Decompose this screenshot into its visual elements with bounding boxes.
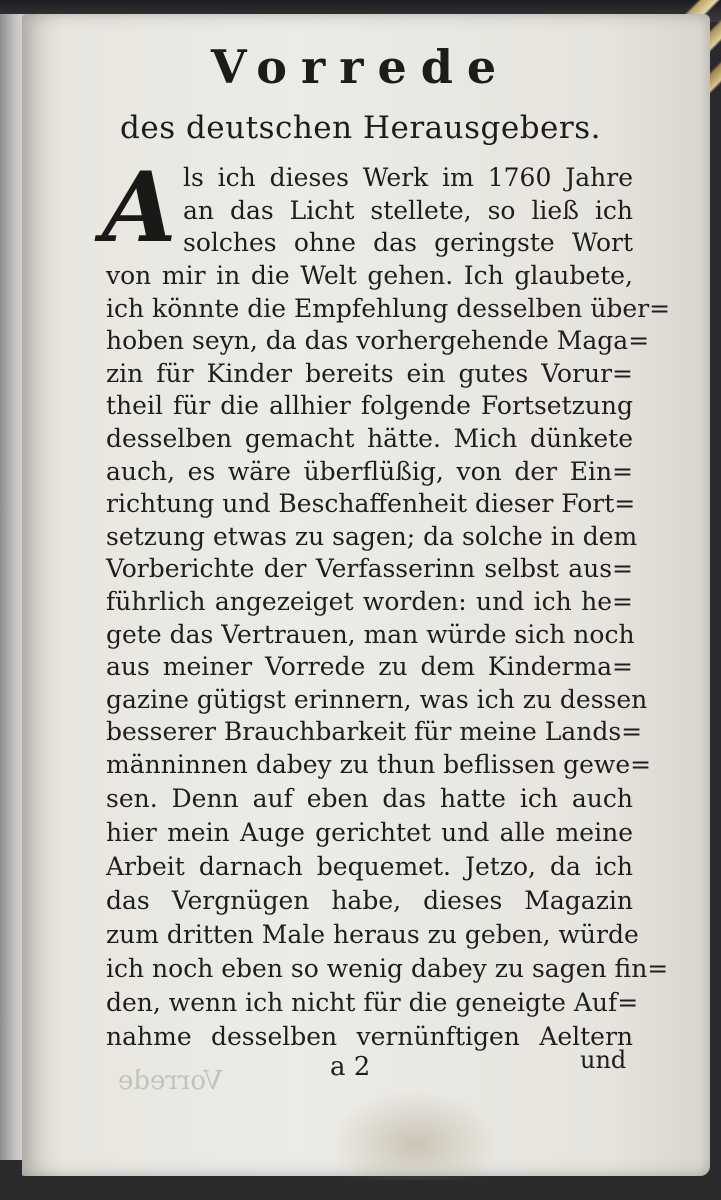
text-line-19: männinnen dabey zu thun beflissen gewe= <box>106 750 652 779</box>
text-line-22: Arbeit darnach bequemet. Jetzo, da ich <box>106 852 633 881</box>
text-line-10: auch, es wäre überflüßig, von der Ein= <box>106 456 633 486</box>
catchword: und <box>580 1046 627 1074</box>
text-line-4: von mir in die Welt gehen. Ich glaubete, <box>106 261 633 290</box>
text-line-18: besserer Brauchbarkeit für meine Lands= <box>106 717 643 747</box>
text-line-11: richtung und Beschaffenheit dieser Fort= <box>106 489 636 519</box>
text-line-21: hier mein Auge gerichtet und alle meine <box>106 818 633 847</box>
text-line-16: aus meiner Vorrede zu dem Kinderma= <box>106 652 633 682</box>
text-line-7: zin für Kinder bereits ein gutes Vorur= <box>106 358 633 388</box>
text-line-26: den, wenn ich nicht für die geneigte Auf= <box>106 988 639 1017</box>
signature-mark: a 2 <box>330 1052 371 1082</box>
text-line-17: gazine gütigst erinnern, was ich zu dessen <box>106 684 648 714</box>
page-title: Vorrede <box>210 40 511 94</box>
drop-cap: A <box>102 151 177 264</box>
text-line-27: nahme desselben vernünftigen Aeltern <box>106 1022 633 1051</box>
text-line-9: desselben gemacht hätte. Mich dünkete <box>106 424 633 453</box>
text-line-1: ls ich dieses Werk im 1760 Jahre <box>183 163 633 193</box>
page-subtitle: des deutschen Herausgebers. <box>120 110 601 146</box>
text-line-12: setzung etwas zu sagen; da solche in dem <box>106 521 638 551</box>
text-line-13: Vorberichte der Verfasserinn selbst aus= <box>106 554 633 584</box>
text-line-3: solches ohne das geringste Wort <box>183 228 633 258</box>
text-line-14: führlich angezeiget worden: und ich he= <box>106 587 633 616</box>
text-line-24: zum dritten Male heraus zu geben, würde <box>106 920 639 949</box>
text-line-20: sen. Denn auf eben das hatte ich auch <box>106 784 633 813</box>
text-line-25: ich noch eben so wenig dabey zu sagen fin= <box>106 954 669 983</box>
paper-stain <box>330 1090 500 1180</box>
text-line-15: gete das Vertrauen, man würde sich noch <box>106 619 635 649</box>
text-line-23: das Vergnügen habe, dieses Magazin <box>106 886 633 915</box>
text-line-6: hoben seyn, da das vorhergehende Maga= <box>106 326 650 356</box>
text-line-2: an das Licht stellete, so ließ ich <box>183 195 633 225</box>
text-line-5: ich könnte die Empfehlung desselben über= <box>106 293 671 323</box>
bleed-through-text: Vorrede <box>118 1066 223 1096</box>
text-line-8: theil für die allhier folgende Fortsetzung <box>106 391 633 421</box>
